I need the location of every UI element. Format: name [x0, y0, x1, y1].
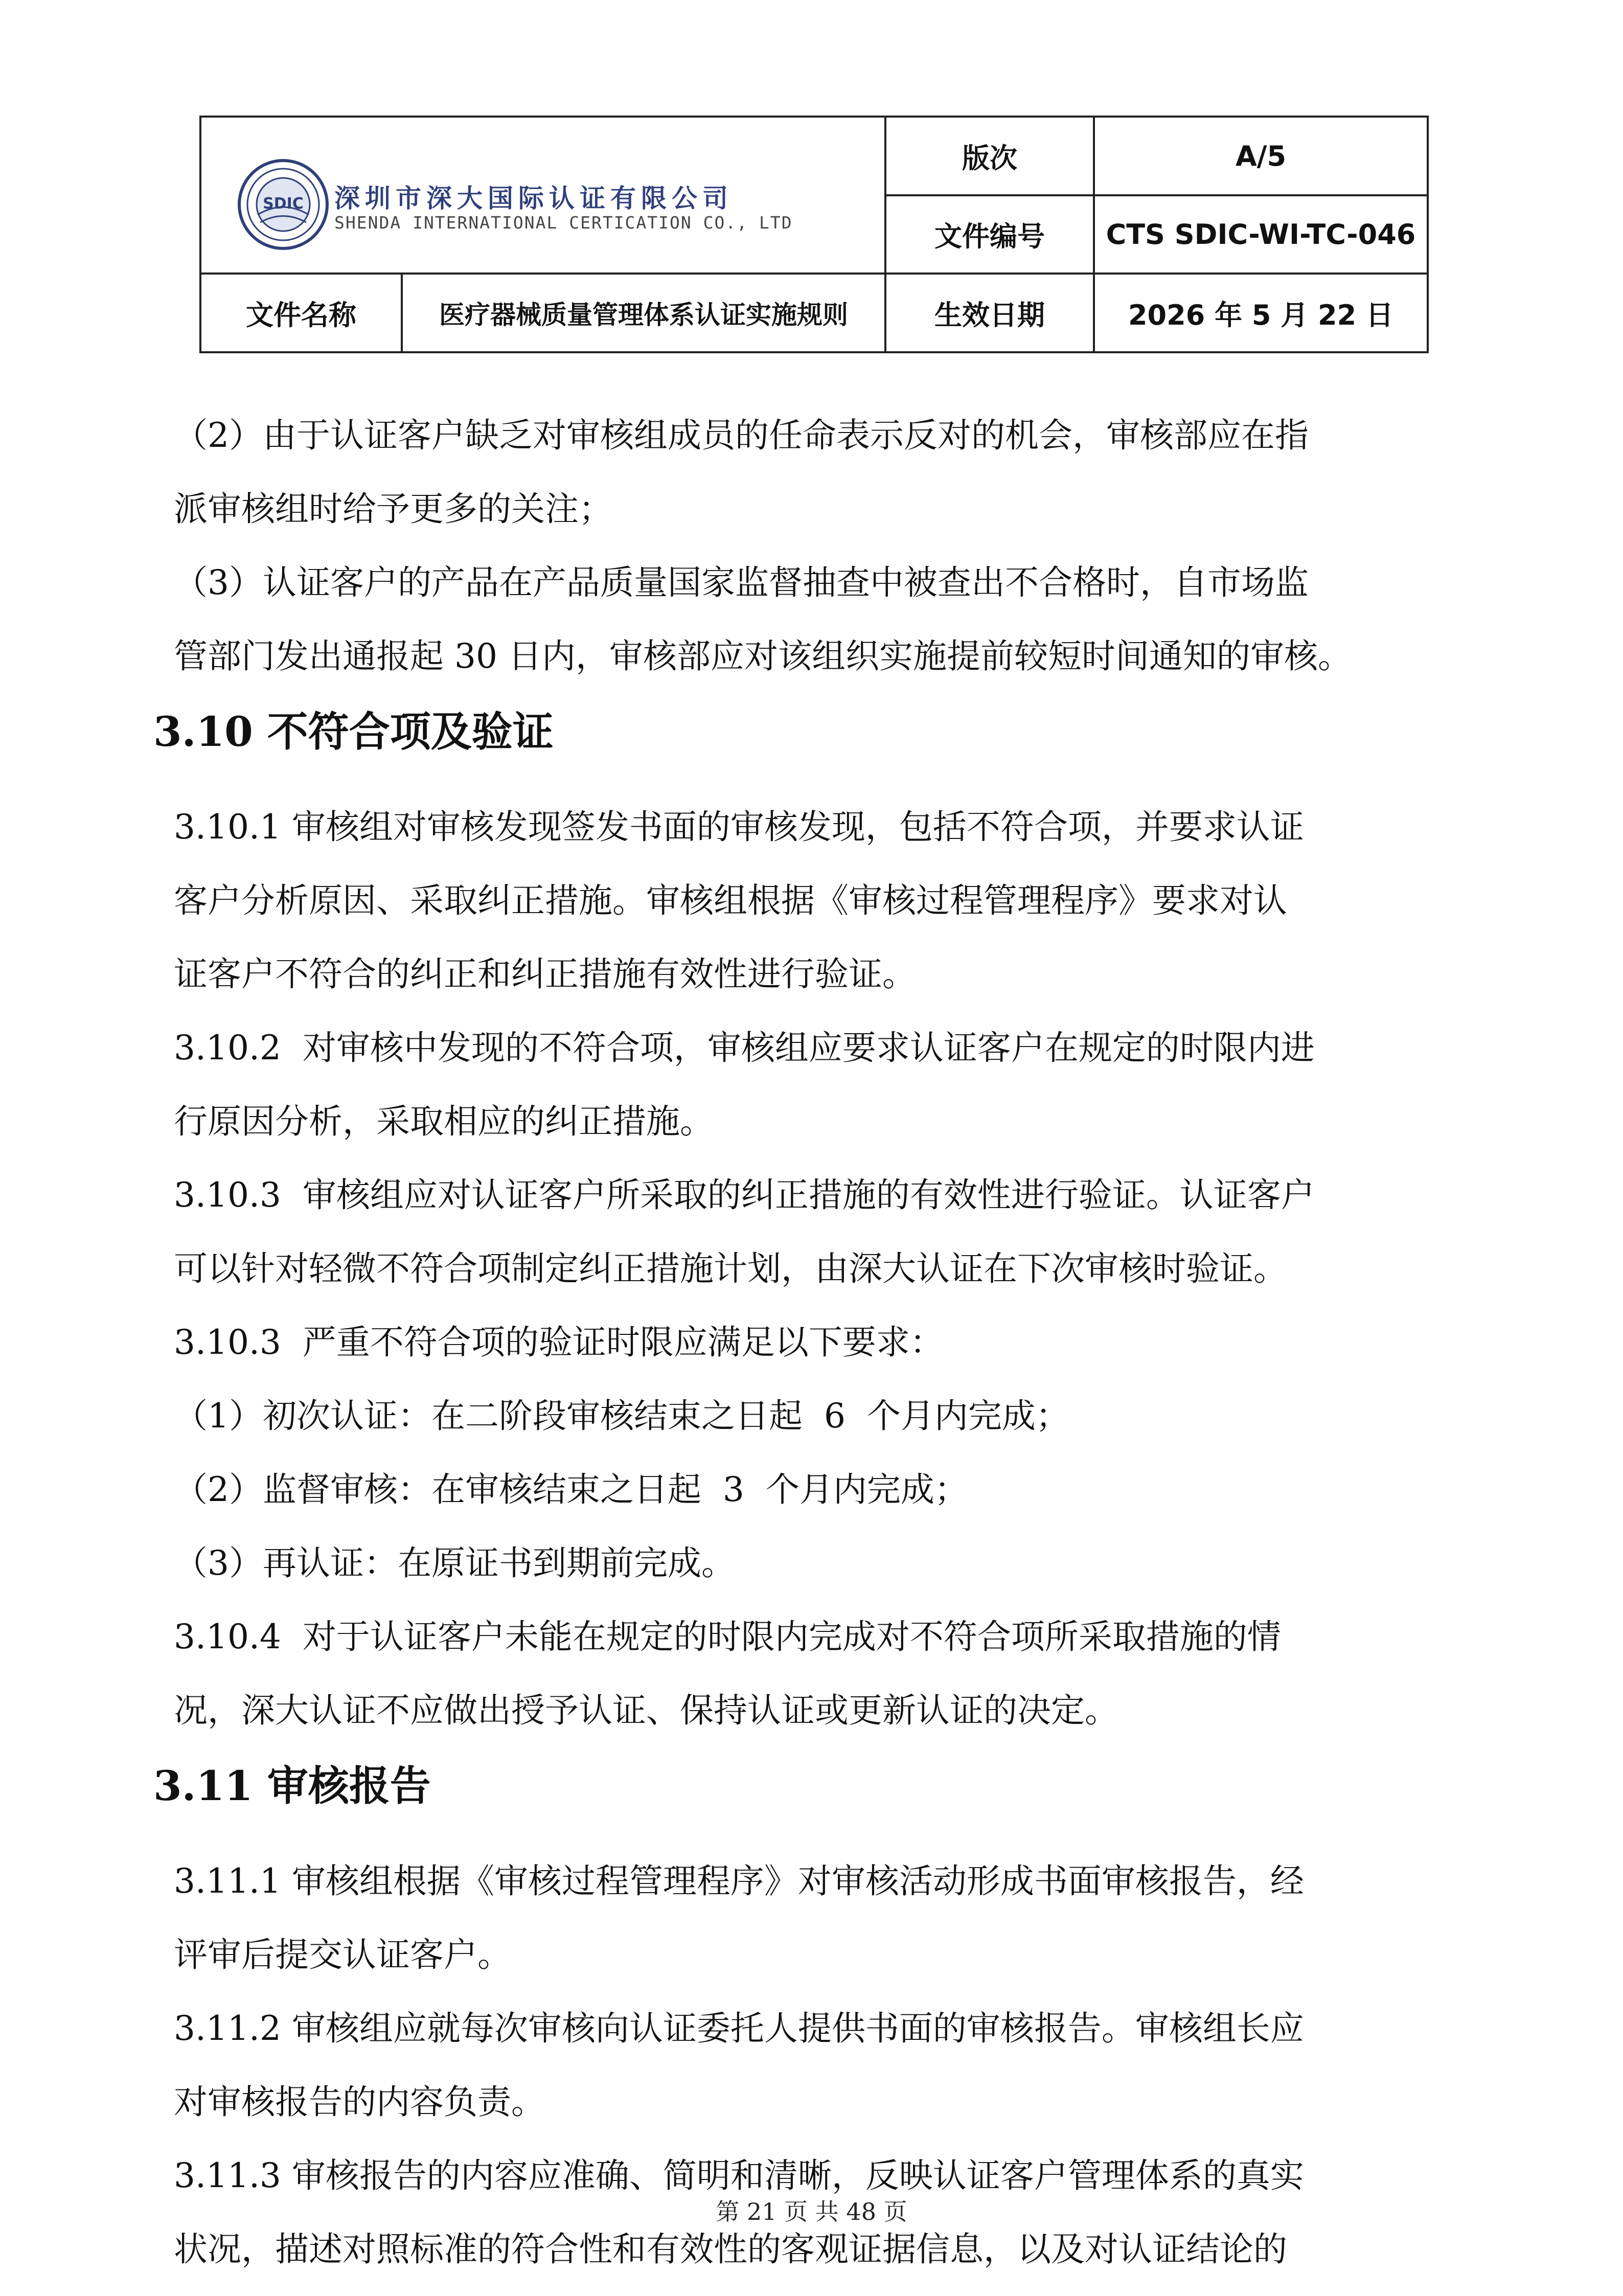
page-number: 第 21 页 共 48 页 — [716, 2198, 907, 2225]
doc-name-label: 文件名称 — [246, 299, 356, 331]
paragraph-line: （3）认证客户的产品在产品质量国家监督抽查中被查出不合格时，自市场监 — [174, 563, 1309, 602]
paragraph-line: 行原因分析，采取相应的纠正措施。 — [174, 1102, 714, 1141]
paragraph-line: 3.11.3 审核报告的内容应准确、简明和清晰，反映认证客户管理体系的真实 — [174, 2156, 1304, 2195]
paragraph-line: 况，深大认证不应做出授予认证、保持认证或更新认证的决定。 — [174, 1691, 1118, 1730]
company-seal-icon — [237, 158, 329, 251]
paragraph-line: 管部门发出通报起 30 日内，审核部应对该组织实施提前较短时间通知的审核。 — [174, 636, 1352, 676]
doc-number-value: CTS SDIC-WI-TC-046 — [1106, 218, 1416, 251]
paragraph-line: （2）监督审核：在审核结束之日起 3 个月内完成； — [174, 1470, 968, 1509]
paragraph-line: 派审核组时给予更多的关注； — [174, 489, 612, 529]
paragraph-line: 3.11.1 审核组根据《审核过程管理程序》对审核活动形成书面审核报告，经 — [174, 1861, 1304, 1901]
paragraph-line: 3.10.3 审核组应对认证客户所采取的纠正措施的有效性进行验证。认证客户 — [174, 1175, 1315, 1215]
document-header-table — [199, 116, 1429, 353]
paragraph-line: 3.11.2 审核组应就每次审核向认证委托人提供书面的审核报告。审核组长应 — [174, 2009, 1304, 2048]
company-name-en: SHENDA INTERNATIONAL CERTICATION CO., LTD — [334, 213, 793, 233]
paragraph-line: 3.10.1 审核组对审核发现签发书面的审核发现，包括不符合项，并要求认证 — [174, 807, 1304, 847]
paragraph-line: （1）初次认证：在二阶段审核结束之日起 6 个月内完成； — [174, 1396, 1069, 1436]
paragraph-line: 客户分析原因、采取纠正措施。审核组根据《审核过程管理程序》要求对认 — [174, 881, 1287, 920]
doc-name-value: 医疗器械质量管理体系认证实施规则 — [439, 300, 848, 330]
paragraph-line: （3）再认证：在原证书到期前完成。 — [174, 1543, 735, 1583]
company-name-cn: 深圳市深大国际认证有限公司 — [334, 184, 733, 213]
paragraph-line: 可以针对轻微不符合项制定纠正措施计划，由深大认证在下次审核时验证。 — [174, 1249, 1287, 1288]
paragraph-line: 评审后提交认证客户。 — [174, 1935, 511, 1974]
section-heading-3-10: 3.10 不符合项及验证 — [153, 708, 554, 756]
paragraph-line: 对审核报告的内容负责。 — [174, 2082, 545, 2122]
paragraph-line: 状况，描述对照标准的符合性和有效性的客观证据信息，以及对认证结论的 — [174, 2230, 1287, 2269]
version-value: A/5 — [1235, 140, 1287, 172]
section-heading-3-11: 3.11 审核报告 — [153, 1762, 431, 1810]
paragraph-line: （2）由于认证客户缺乏对审核组成员的任命表示反对的机会，审核部应在指 — [174, 416, 1309, 455]
effective-date-value: 2026 年 5 月 22 日 — [1128, 299, 1393, 331]
doc-number-label: 文件编号 — [934, 220, 1045, 253]
paragraph-line: 3.10.2 对审核中发现的不符合项，审核组应要求认证客户在规定的时限内进 — [174, 1028, 1315, 1067]
paragraph-line: 3.10.3 严重不符合项的验证时限应满足以下要求： — [174, 1323, 944, 1362]
logo-text: SDIC — [263, 195, 304, 213]
paragraph-line: 3.10.4 对于认证客户未能在规定的时限内完成对不符合项所采取措施的情 — [174, 1617, 1281, 1656]
document-body — [153, 399, 1477, 2286]
paragraph-line: 证客户不符合的纠正和纠正措施有效性进行验证。 — [174, 954, 916, 994]
effective-date-label: 生效日期 — [934, 299, 1045, 331]
version-label: 版次 — [962, 142, 1017, 174]
